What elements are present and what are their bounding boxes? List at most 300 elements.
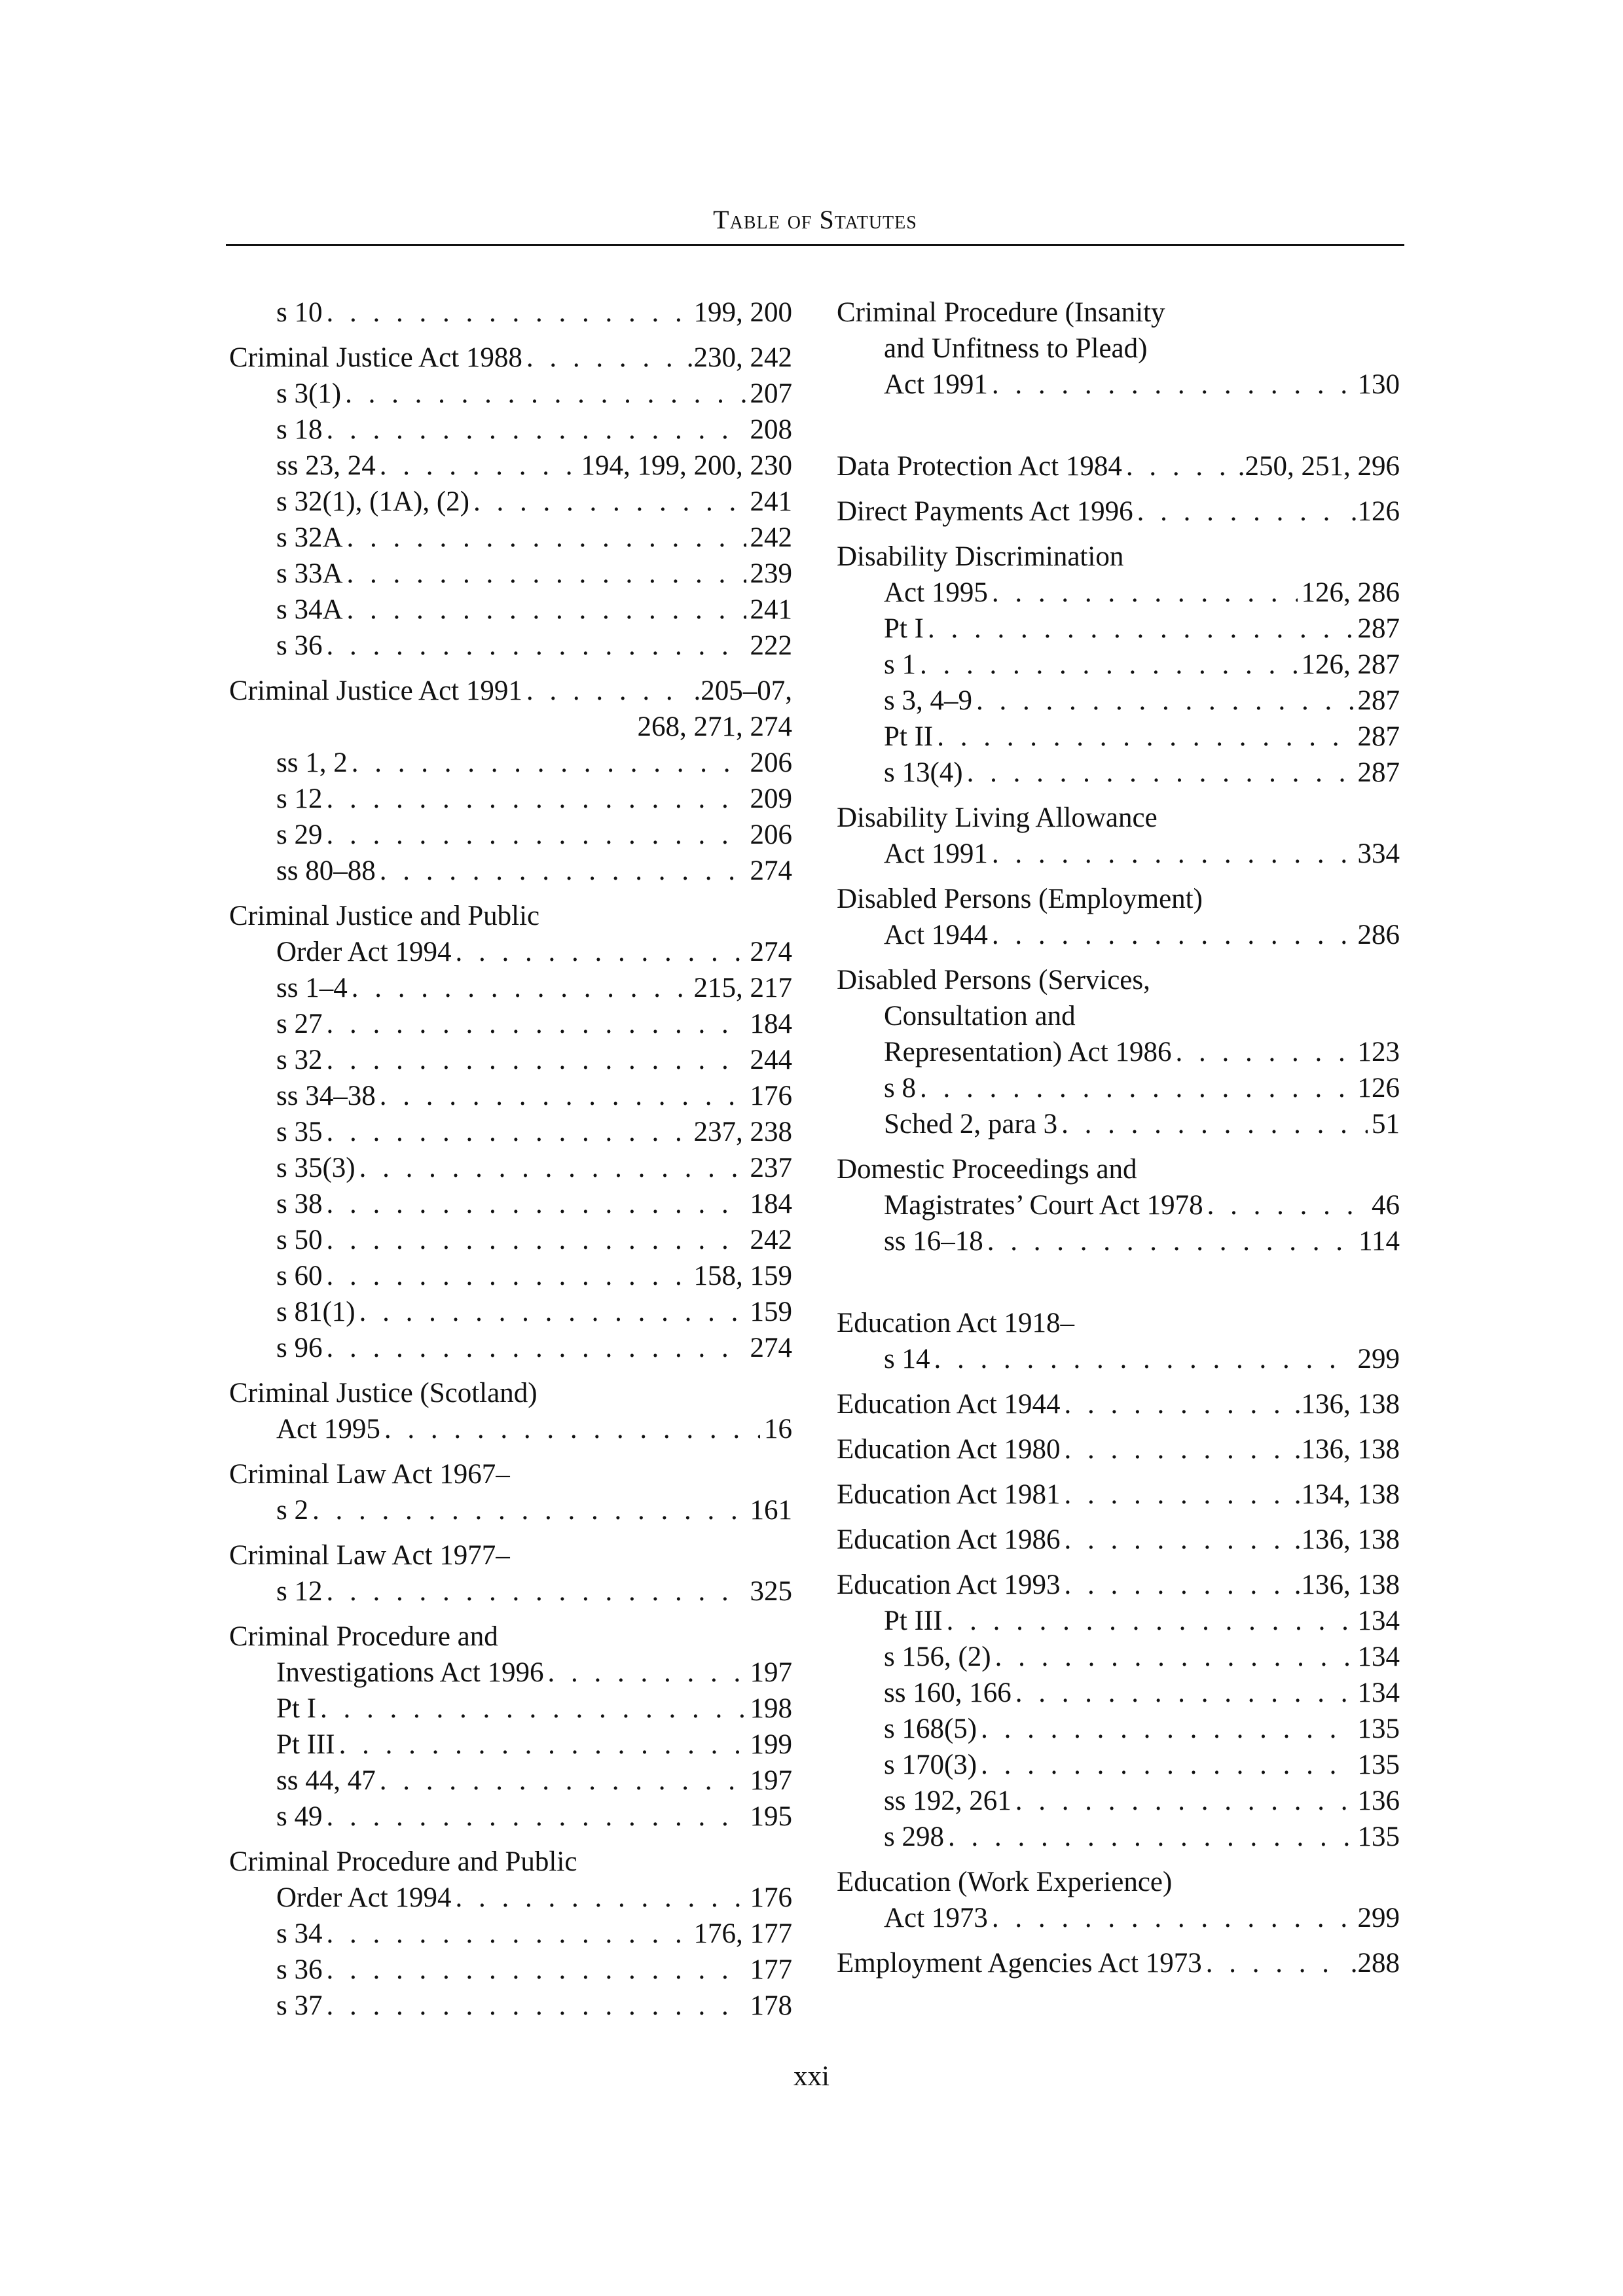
- entry-label: Pt II: [884, 721, 934, 752]
- entry-label: Pt III: [884, 1605, 943, 1636]
- entry-label: Education (Work Experience): [837, 1867, 1173, 1897]
- entry-label: Representation) Act 1986: [884, 1037, 1172, 1067]
- dot-leader: [992, 836, 1354, 872]
- index-heading-line: [229, 673, 792, 709]
- index-entry: [837, 1945, 1400, 1981]
- index-heading-line: [229, 1537, 792, 1573]
- page-references: 334: [1357, 838, 1400, 869]
- index-subentry-line: [837, 998, 1400, 1034]
- entry-label: s 13(4): [884, 757, 963, 788]
- dot-leader: [928, 611, 1354, 647]
- index-entry: [229, 1222, 792, 1258]
- entry-label: Criminal Justice Act 1991: [229, 675, 522, 706]
- page-references: 126, 286: [1301, 577, 1400, 608]
- index-subentry-line: [229, 1114, 792, 1150]
- index-heading-line: [837, 881, 1400, 917]
- entry-label: Domestic Proceedings and: [837, 1154, 1137, 1185]
- page-references: 178: [750, 1990, 792, 2021]
- entry-label: s 1: [884, 649, 916, 680]
- dot-leader: [326, 1114, 689, 1150]
- page-references: 158, 159: [693, 1261, 792, 1291]
- index-entry: [229, 412, 792, 448]
- index-entry: [837, 1106, 1400, 1142]
- dot-leader: [326, 1330, 746, 1366]
- page-references: 126, 287: [1301, 649, 1400, 680]
- page-references: 287: [1357, 613, 1400, 644]
- dot-leader: [1015, 1675, 1354, 1711]
- dot-leader: [345, 376, 746, 412]
- index-heading-line: [837, 1305, 1400, 1341]
- index-entry: [837, 1747, 1400, 1783]
- index-subentry-line: [837, 1900, 1400, 1936]
- entry-label: Disability Discrimination: [837, 541, 1124, 572]
- index-subentry-line: [229, 1042, 792, 1078]
- index-subentry-line: [229, 1727, 792, 1763]
- entry-label: Order Act 1994: [276, 1882, 452, 1913]
- entry-label: s 49: [276, 1801, 323, 1832]
- dot-leader: [1207, 1187, 1368, 1223]
- page-references: 184: [750, 1009, 792, 1039]
- entry-label: Act 1973: [884, 1903, 988, 1933]
- index-heading-line: [229, 1375, 792, 1411]
- index-entry: [229, 1114, 792, 1150]
- dot-leader: [326, 1258, 689, 1294]
- index-entry: [229, 898, 792, 970]
- index-entry: [837, 1783, 1400, 1819]
- index-subentry-line: [837, 647, 1400, 683]
- index-subentry-line: [229, 1150, 792, 1186]
- dot-leader: [352, 745, 746, 781]
- index-subentry-line: [837, 575, 1400, 611]
- page-references: 199: [750, 1729, 792, 1760]
- dot-leader: [380, 448, 577, 484]
- index-subentry-line: [229, 448, 792, 484]
- index-entry: [229, 853, 792, 889]
- index-entry: [837, 1070, 1400, 1106]
- index-subentry-line: [229, 1492, 792, 1528]
- dot-leader: [326, 628, 746, 664]
- page-references: 325: [750, 1576, 792, 1607]
- dot-leader: [920, 647, 1298, 683]
- entry-label: Criminal Procedure (Insanity: [837, 297, 1165, 328]
- page-references: 209: [750, 783, 792, 814]
- index-heading-line: [837, 1864, 1400, 1900]
- index-entry: [229, 1186, 792, 1222]
- entry-label: and Unfitness to Plead): [884, 333, 1148, 364]
- entry-label: s 170(3): [884, 1749, 977, 1780]
- index-subentry-line: [837, 1783, 1400, 1819]
- entry-label: s 8: [884, 1073, 916, 1103]
- index-heading-line: [837, 295, 1400, 331]
- dot-leader: [1065, 1522, 1290, 1558]
- page-references: .136, 138: [1294, 1524, 1400, 1555]
- entry-label: Criminal Law Act 1977–: [229, 1540, 510, 1571]
- index-subentry-line: [229, 1691, 792, 1727]
- dot-leader: [347, 592, 746, 628]
- page-references: .134, 138: [1294, 1479, 1400, 1510]
- index-subentry-line: [229, 1880, 792, 1916]
- dot-leader: [473, 484, 746, 520]
- dot-leader: [1206, 1945, 1347, 1981]
- page-references: 198: [750, 1693, 792, 1724]
- index-entry: [837, 683, 1400, 719]
- index-heading-line: [837, 1945, 1400, 1981]
- page-references: 199, 200: [693, 297, 792, 328]
- index-heading-line: [837, 539, 1400, 575]
- page-references: 287: [1357, 685, 1400, 716]
- index-subentry-line: [229, 295, 792, 331]
- index-entry: [837, 1151, 1400, 1223]
- dot-leader: [948, 1819, 1354, 1855]
- dot-leader: [326, 1573, 746, 1609]
- index-entry: [837, 539, 1400, 611]
- entry-label: Criminal Justice Act 1988: [229, 342, 522, 373]
- index-heading-line: [837, 1386, 1400, 1422]
- entry-label: Investigations Act 1996: [276, 1657, 544, 1688]
- page-references: 176: [750, 1882, 792, 1913]
- index-heading-line: [837, 1522, 1400, 1558]
- page-references: 241: [750, 486, 792, 517]
- page-references: 237, 238: [693, 1117, 792, 1147]
- entry-label: s 60: [276, 1261, 323, 1291]
- index-entry: [229, 295, 792, 331]
- page-references: 159: [750, 1297, 792, 1327]
- entry-label: Disability Living Allowance: [837, 802, 1158, 833]
- index-heading-line: [837, 1151, 1400, 1187]
- page-references: .136, 138: [1294, 1389, 1400, 1420]
- index-entry: [837, 881, 1400, 953]
- entry-label: s 81(1): [276, 1297, 356, 1327]
- entry-label: s 27: [276, 1009, 323, 1039]
- index-subentry-line: [229, 1258, 792, 1294]
- index-entry: [229, 745, 792, 781]
- index-subentry-line: [837, 719, 1400, 755]
- index-entry: [229, 556, 792, 592]
- index-entry: [837, 1305, 1400, 1377]
- page-references: 134: [1357, 1641, 1400, 1672]
- index-entry: [229, 1952, 792, 1988]
- index-subentry-line: [229, 376, 792, 412]
- page-references: 16: [764, 1414, 792, 1444]
- entry-label: Education Act 1980: [837, 1434, 1061, 1465]
- left-column: [229, 295, 792, 2024]
- index-entry: [837, 493, 1400, 529]
- dot-leader: [526, 673, 690, 709]
- index-entry: [229, 781, 792, 817]
- index-subentry-line: [837, 1341, 1400, 1377]
- page-references: 134: [1357, 1605, 1400, 1636]
- page-references: 176: [750, 1081, 792, 1111]
- dot-leader: [380, 1763, 746, 1799]
- index-entry: [229, 1988, 792, 2024]
- index-subentry-line: [837, 1747, 1400, 1783]
- entry-label: ss 34–38: [276, 1081, 376, 1111]
- entry-label: s 36: [276, 630, 323, 661]
- page-references: 123: [1357, 1037, 1400, 1067]
- dot-leader: [981, 1747, 1353, 1783]
- page-references: 197: [750, 1657, 792, 1688]
- page-references: 287: [1357, 757, 1400, 788]
- index-heading-line: [837, 448, 1400, 484]
- page-references: 239: [750, 558, 792, 589]
- page-references: 161: [750, 1495, 792, 1526]
- index-heading-line: [229, 1619, 792, 1655]
- index-entry: [229, 1078, 792, 1114]
- dot-leader: [384, 1411, 760, 1447]
- index-entry: [837, 647, 1400, 683]
- dot-leader: [347, 556, 746, 592]
- index-entry: [837, 1386, 1400, 1422]
- dot-leader: [934, 1341, 1353, 1377]
- index-entry: [229, 484, 792, 520]
- dot-leader: [339, 1727, 746, 1763]
- dot-leader: [326, 1799, 746, 1835]
- entry-label: s 37: [276, 1990, 323, 2021]
- page-references: 274: [750, 1333, 792, 1363]
- index-subentry-line: [837, 1639, 1400, 1675]
- index-entry: [229, 1619, 792, 1691]
- entry-label: Act 1995: [884, 577, 988, 608]
- dot-leader: [359, 1294, 746, 1330]
- index-entry: [837, 1819, 1400, 1855]
- dot-leader: [1065, 1477, 1290, 1513]
- dot-leader: [1126, 448, 1234, 484]
- entry-label: Employment Agencies Act 1973: [837, 1948, 1202, 1979]
- dot-leader: [326, 1042, 746, 1078]
- entry-label: Pt I: [276, 1693, 316, 1724]
- dot-leader: [1061, 1106, 1368, 1142]
- entry-label: s 33A: [276, 558, 343, 589]
- index-subentry-line: [837, 917, 1400, 953]
- index-entry: [229, 817, 792, 853]
- entry-label: s 36: [276, 1954, 323, 1985]
- page-references: 207: [750, 378, 792, 409]
- dot-leader: [380, 1078, 746, 1114]
- index-subentry-line: [229, 484, 792, 520]
- entry-label: ss 192, 261: [884, 1785, 1012, 1816]
- page-references: .136, 138: [1294, 1570, 1400, 1600]
- index-entry: [837, 755, 1400, 791]
- entry-label: ss 44, 47: [276, 1765, 376, 1796]
- dot-leader: [456, 934, 746, 970]
- entry-label: Education Act 1986: [837, 1524, 1061, 1555]
- index-entry: [229, 448, 792, 484]
- index-entry: [229, 1691, 792, 1727]
- index-entry: [229, 1537, 792, 1609]
- entry-label: s 18: [276, 414, 323, 445]
- index-entry: [229, 1799, 792, 1835]
- index-entry: [229, 520, 792, 556]
- page-references: 299: [1357, 1903, 1400, 1933]
- entry-label: Criminal Law Act 1967–: [229, 1459, 510, 1490]
- index-heading-line: [229, 1456, 792, 1492]
- dot-leader: [326, 1952, 746, 1988]
- entry-label: s 298: [884, 1821, 944, 1852]
- index-subentry-line: [837, 1187, 1400, 1223]
- index-entry: [837, 1639, 1400, 1675]
- index-entry: [229, 592, 792, 628]
- page-references: 135: [1357, 1713, 1400, 1744]
- page-references: 242: [750, 1225, 792, 1255]
- page-references: 177: [750, 1954, 792, 1985]
- entry-label: ss 23, 24: [276, 450, 376, 481]
- page-references: .205–07,: [693, 675, 792, 706]
- dot-leader: [326, 1222, 746, 1258]
- page-references: 184: [750, 1189, 792, 1219]
- entry-label: Sched 2, para 3: [884, 1109, 1058, 1139]
- entry-label: Act 1991: [884, 838, 988, 869]
- dot-leader: [312, 1492, 746, 1528]
- entry-label: Act 1995: [276, 1414, 380, 1444]
- page-references: 176, 177: [693, 1918, 792, 1949]
- entry-label: Education Act 1918–: [837, 1308, 1075, 1338]
- index-subentry-line: [837, 1034, 1400, 1070]
- index-entry: [229, 340, 792, 376]
- entry-label: s 32(1), (1A), (2): [276, 486, 469, 517]
- dot-leader: [547, 1655, 746, 1691]
- index-subentry-line: [229, 1916, 792, 1952]
- dot-leader: [380, 853, 746, 889]
- index-subentry-line: [837, 1070, 1400, 1106]
- page-references: .230, 242: [686, 342, 792, 373]
- dot-leader: [456, 1880, 746, 1916]
- index-entry: [837, 719, 1400, 755]
- page-references: 134: [1357, 1677, 1400, 1708]
- page-references: 46: [1372, 1190, 1400, 1221]
- entry-label: s 32A: [276, 522, 343, 553]
- index-heading-line: [837, 800, 1400, 836]
- dot-leader: [920, 1070, 1354, 1106]
- entry-label: s 12: [276, 1576, 323, 1607]
- page-references: 197: [750, 1765, 792, 1796]
- index-subentry-line: [229, 934, 792, 970]
- entry-label: ss 160, 166: [884, 1677, 1012, 1708]
- entry-label: Act 1991: [884, 369, 988, 400]
- dot-leader: [992, 1900, 1354, 1936]
- entry-label: s 156, (2): [884, 1641, 991, 1672]
- page-references: 126: [1357, 1073, 1400, 1103]
- dot-leader: [320, 1691, 746, 1727]
- index-subentry-line: [229, 817, 792, 853]
- entry-label: s 34: [276, 1918, 323, 1949]
- index-subentry-line: [229, 628, 792, 664]
- dot-leader: [967, 755, 1354, 791]
- index-entry: [837, 1223, 1400, 1259]
- page-references: 268, 271, 274: [637, 711, 792, 742]
- index-subentry-line: [837, 1819, 1400, 1855]
- page-references: 286: [1357, 920, 1400, 950]
- dot-leader: [326, 1988, 746, 2024]
- index-subentry-line: [837, 611, 1400, 647]
- index-entry: [837, 1477, 1400, 1513]
- index-subentry-line: [229, 1763, 792, 1799]
- entry-label: s 34A: [276, 594, 343, 625]
- page-references: 206: [750, 747, 792, 778]
- page-references: .136, 138: [1294, 1434, 1400, 1465]
- entry-label: s 32: [276, 1045, 323, 1075]
- entry-label: ss 1, 2: [276, 747, 348, 778]
- index-heading-line: [229, 709, 792, 745]
- index-heading-line: [229, 898, 792, 934]
- entry-label: s 2: [276, 1495, 308, 1526]
- index-entry: [229, 1763, 792, 1799]
- page-references: 195: [750, 1801, 792, 1832]
- dot-leader: [1137, 493, 1347, 529]
- index-entry: [837, 1522, 1400, 1558]
- page-references: 287: [1357, 721, 1400, 752]
- dot-leader: [526, 340, 683, 376]
- page-references: 208: [750, 414, 792, 445]
- index-entry: [229, 628, 792, 664]
- entry-label: s 168(5): [884, 1713, 977, 1744]
- entry-label: Criminal Procedure and Public: [229, 1846, 577, 1877]
- index-entry: [229, 1727, 792, 1763]
- index-subentry-line: [229, 1573, 792, 1609]
- index-entry: [837, 448, 1400, 484]
- index-entry: [229, 1042, 792, 1078]
- dot-leader: [326, 295, 689, 331]
- index-heading-line: [229, 340, 792, 376]
- index-entry: [837, 962, 1400, 1070]
- entry-label: Magistrates’ Court Act 1978: [884, 1190, 1203, 1221]
- index-entry: [837, 1675, 1400, 1711]
- index-subentry-line: [229, 520, 792, 556]
- dot-leader: [992, 575, 1298, 611]
- index-subentry-line: [837, 836, 1400, 872]
- index-heading-line: [229, 1844, 792, 1880]
- dot-leader: [981, 1711, 1353, 1747]
- entry-label: Act 1944: [884, 920, 988, 950]
- index-entry: [837, 1711, 1400, 1747]
- entry-label: Pt III: [276, 1729, 335, 1760]
- index-heading-line: [837, 493, 1400, 529]
- dot-leader: [976, 683, 1354, 719]
- index-subentry-line: [837, 1106, 1400, 1142]
- entry-label: s 38: [276, 1189, 323, 1219]
- page-references: 136: [1357, 1785, 1400, 1816]
- dot-leader: [1065, 1431, 1290, 1467]
- index-subentry-line: [837, 1711, 1400, 1747]
- dot-leader: [992, 917, 1354, 953]
- index-entry: [229, 1375, 792, 1447]
- page-number: xxi: [793, 2061, 830, 2092]
- index-entry: [837, 1567, 1400, 1603]
- entry-label: s 35(3): [276, 1153, 356, 1183]
- dot-leader: [995, 1639, 1354, 1675]
- entry-label: Order Act 1994: [276, 937, 452, 967]
- index-subentry-line: [229, 1294, 792, 1330]
- index-entry: [837, 295, 1400, 403]
- dot-leader: [326, 817, 746, 853]
- index-subentry-line: [229, 1222, 792, 1258]
- page-references: 244: [750, 1045, 792, 1075]
- index-subentry-line: [837, 1675, 1400, 1711]
- entry-label: Pt I: [884, 613, 924, 644]
- page-references: 130: [1357, 369, 1400, 400]
- dot-leader: [1065, 1386, 1290, 1422]
- dot-leader: [359, 1150, 746, 1186]
- index-subentry-line: [229, 1330, 792, 1366]
- index-subentry-line: [229, 412, 792, 448]
- index-entry: [837, 800, 1400, 872]
- page-references: .126: [1350, 496, 1400, 527]
- entry-label: ss 16–18: [884, 1226, 983, 1257]
- entry-label: Disabled Persons (Employment): [837, 884, 1203, 914]
- index-entry: [229, 1330, 792, 1366]
- index-subentry-line: [837, 1223, 1400, 1259]
- index-heading-line: [837, 1477, 1400, 1513]
- entry-label: Disabled Persons (Services,: [837, 965, 1150, 996]
